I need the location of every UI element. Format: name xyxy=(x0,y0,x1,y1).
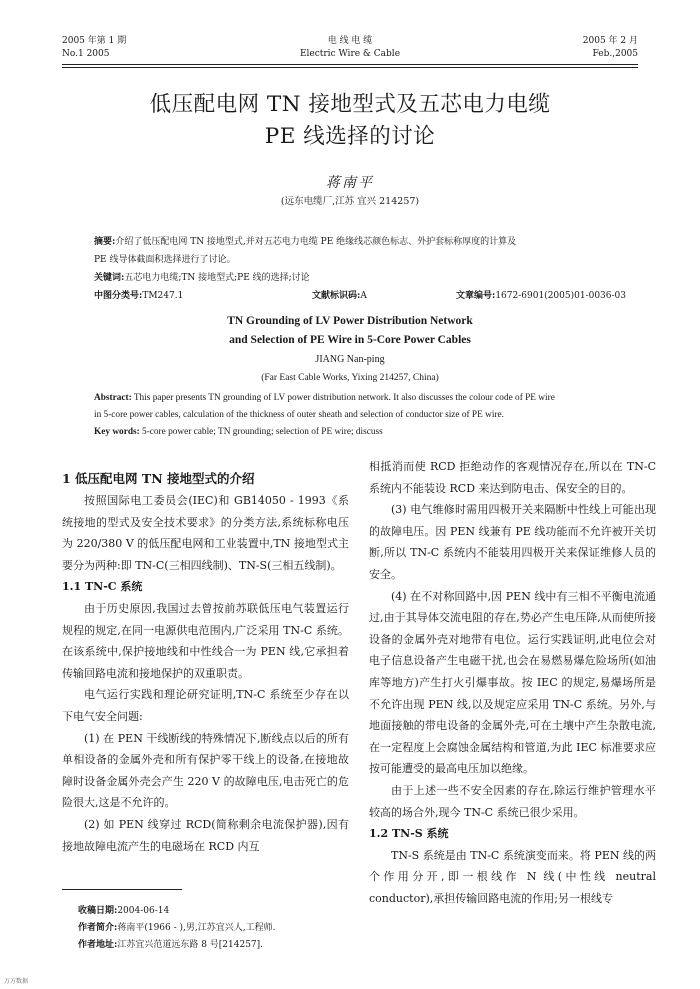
footnotes xyxy=(78,903,348,954)
footnote-rule xyxy=(62,889,182,890)
article-no-label: 文章编号: xyxy=(456,291,496,301)
abstract-en xyxy=(94,390,634,441)
abstract-cn-label: 摘要: xyxy=(94,237,116,247)
doc-code-label: 文献标识码: xyxy=(312,291,361,301)
right-para-2: (3) 电气维修时需用四极开关来隔断中性线上可能出现的故障电压。因 PEN 线兼有 PE 线功能而不允许被开关切断,所以 TN-C 系统内不能装用四极开关来保证维修人员的安全。 xyxy=(369,503,656,581)
affiliation-cn: (远东电缆厂,江苏 宜兴 214257) xyxy=(280,196,420,207)
received-value: 2004-06-14 xyxy=(117,906,170,916)
abstract-cn-line2: PE 线导体截面积选择进行了讨论。 xyxy=(94,255,236,265)
keywords-cn-text: 五芯电力电缆;TN 接地型式;PE 线的选择;讨论 xyxy=(124,273,310,283)
right-para-1: 相抵消而使 RCD 拒绝动作的客观情况存在,所以在 TN-C 系统内不能装设 RCD 来达到防电击、保安全的目的。 xyxy=(369,460,656,495)
section-1-heading: 1 低压配电网 TN 接地型式的介绍 xyxy=(62,471,255,486)
address-label: 作者地址: xyxy=(78,940,118,950)
left-column xyxy=(62,468,349,857)
bio-value: 蒋南平(1966 - ),男,江苏宜兴人,工程师. xyxy=(117,923,276,933)
abstract-cn-line1: 介绍了低压配电网 TN 接地型式,并对五芯电力电缆 PE 绝缘线芯颜色标志、外护套标称厚度的计算及 xyxy=(115,237,517,247)
abstract-en-line2: in 5-core power cables, calculation of the thickness of outer sheath and selection of conductor size of PE wire. xyxy=(94,410,504,420)
keywords-cn-label: 关键词: xyxy=(94,273,125,283)
keywords-en-text: 5-core power cable; TN grounding; selection of PE wire; discuss xyxy=(139,427,383,437)
doc-code-value: A xyxy=(360,291,367,301)
abstract-cn xyxy=(94,233,626,305)
header-date-en: Feb.,2005 xyxy=(592,49,638,59)
left-para-1: 按照国际电工委员会(IEC)和 GB14050 - 1993《系统接地的型式及安全技术要求》的分类方法,系统标称电压为 220/380 V 的低压配电网和工业装置中,TN 接地型式主要分为两种:即 TN-C(三相四线制)、TN-S(三相五线制)。 xyxy=(62,494,349,572)
classification-row xyxy=(94,287,626,305)
keywords-en-label: Key words: xyxy=(94,427,140,437)
header-issue-en: No.1 2005 xyxy=(62,49,110,59)
header-date-cn: 2005 年 2 月 xyxy=(582,36,638,46)
header-journal-en: Electric Wire & Cable xyxy=(299,49,401,59)
header-issue-cn: 2005 年第 1 期 xyxy=(62,36,127,46)
header-rule-thin xyxy=(62,67,638,68)
title-en-line1: TN Grounding of LV Power Distribution Network xyxy=(227,315,473,327)
author-cn: 蒋南平 xyxy=(326,175,374,191)
author-en: JIANG Nan-ping xyxy=(315,354,385,365)
right-para-5: TN-S 系统是由 TN-C 系统演变而来。将 PEN 线的两个作用分开,即一根线作 N 线(中性线 neutral conductor),承担传输回路电流的作用;另一根线专 xyxy=(369,848,656,905)
received-label: 收稿日期: xyxy=(78,906,118,916)
left-para-4: (1) 在 PEN 干线断线的特殊情况下,断线点以后的所有单相设备的金属外壳和所有保护零干线上的设备,在接地故障时设备金属外壳会产生 220 V 的故障电压,电击死亡的危险很大,这是不允许的。 xyxy=(62,731,349,810)
right-para-3: (4) 在不对称回路中,因 PEN 线中有三相不平衡电流通过,由于其导体交流电阻的存在,势必产生电压降,从而使所接设备的金属外壳对地带有电位。运行实践证明,此电位会对电子信息设备产生电磁干扰,也会在易燃易爆危险场所(如油库等地方)产生打火引爆事故。按 IEC 的规定,易爆场所是不允许出现 PEN 线,以及规定应采用 TN-C 系统。另外,与地面接触的带电设备的金属外壳,可在土壤中产生杂散电流,在一定程度上会腐蚀金属结构和管道,为此 IEC 标准要求应按可能遭受的最高电压加以绝缘。 xyxy=(369,589,656,776)
left-para-5: (2) 如 PEN 线穿过 RCD(简称剩余电流保护器),因有接地故障电流产生的电磁场在 RCD 内互 xyxy=(62,817,349,853)
watermark: 万方数据 xyxy=(4,978,29,985)
left-para-3: 电气运行实践和理论研究证明,TN-C 系统至少存在以下电气安全问题: xyxy=(62,688,349,723)
title-cn-line1: 低压配电网 TN 接地型式及五芯电力电缆 xyxy=(149,92,551,117)
classification-label: 中图分类号: xyxy=(94,291,143,301)
header-date xyxy=(583,35,638,61)
abstract-en-label: Abstract: xyxy=(94,393,132,403)
section-1-1-heading: 1.1 TN-C 系统 xyxy=(62,580,143,594)
header-journal-cn: 电 线 电 缆 xyxy=(327,36,373,46)
article-no-value: 1672-6901(2005)01-0036-03 xyxy=(495,291,626,301)
left-para-2: 由于历史原因,我国过去曾按前苏联低压电气装置运行规程的规定,在同一电源供电范围内,广泛采用 TN-C 系统。在该系统中,保护接地线和中性线合一为 PEN 线,它承担着传输回路电流和接地保护的双重职责。 xyxy=(62,601,349,680)
title-cn-line2: PE 线选择的讨论 xyxy=(264,124,436,149)
address-value: 江苏宜兴范道远东路 8 号[214257]. xyxy=(117,940,264,950)
section-1-2-heading: 1.2 TN-S 系统 xyxy=(369,827,449,841)
affiliation-en: (Far East Cable Works, Yixing 214257, China) xyxy=(261,373,439,383)
bio-label: 作者简介: xyxy=(78,923,118,933)
title-en xyxy=(0,312,700,350)
classification-value: TM247.1 xyxy=(142,291,184,301)
title-en-line2: and Selection of PE Wire in 5-Core Power Cables xyxy=(229,334,471,346)
abstract-en-line1: This paper presents TN grounding of LV power distribution network. It also discusses the colour code of PE wire xyxy=(131,393,555,403)
header-rule xyxy=(62,64,638,65)
right-column xyxy=(369,456,656,909)
right-para-4: 由于上述一些不安全因素的存在,除运行维护管理水平较高的场合外,现今 TN-C 系统已很少采用。 xyxy=(369,783,656,819)
